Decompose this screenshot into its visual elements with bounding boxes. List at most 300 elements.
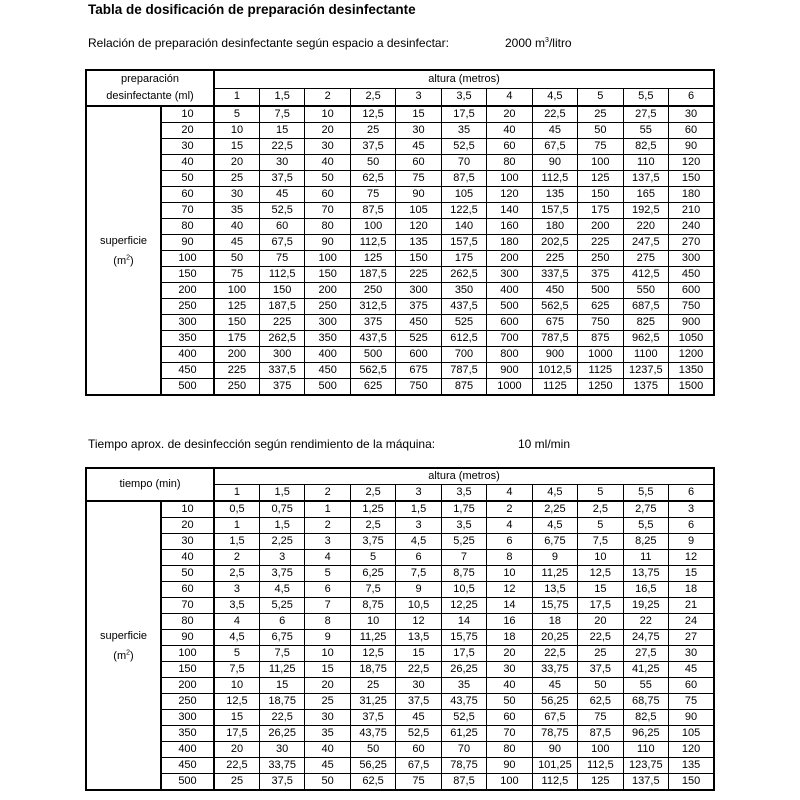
table-cell: 55: [623, 678, 668, 694]
table-row: [86, 678, 714, 694]
table-cell: 15: [396, 646, 441, 662]
table-cell: 10: [578, 550, 623, 566]
height-header: 2,5: [350, 485, 395, 502]
table-cell: 45: [396, 710, 441, 726]
table-cell: 350: [441, 283, 486, 299]
table-cell: 450: [305, 363, 350, 379]
height-header: 2: [305, 88, 350, 106]
table-cell: 200: [214, 347, 259, 363]
table-cell: 30: [396, 678, 441, 694]
table-cell: 900: [669, 315, 714, 331]
height-header: 6: [669, 485, 714, 502]
height-header: 4,5: [532, 485, 577, 502]
table-cell: 187,5: [350, 267, 395, 283]
table-cell: 437,5: [441, 299, 486, 315]
table-cell: 90: [669, 710, 714, 726]
table-cell: 262,5: [259, 331, 304, 347]
table-cell: 75: [669, 694, 714, 710]
unit-text: m: [116, 649, 127, 662]
table-cell: 250: [350, 283, 395, 299]
table-cell: 180: [487, 235, 532, 251]
table-cell: 12,5: [578, 566, 623, 582]
table-cell: 1,5: [259, 518, 304, 534]
table-cell: 45: [532, 678, 577, 694]
table-cell: 70: [487, 726, 532, 742]
table-cell: 225: [259, 315, 304, 331]
table-cell: 55: [623, 123, 668, 139]
table-cell: 22,5: [532, 646, 577, 662]
table-cell: 875: [578, 331, 623, 347]
table-cell: 12: [487, 582, 532, 598]
table-cell: 5,25: [441, 534, 486, 550]
table-cell: 11,25: [350, 630, 395, 646]
table-cell: 60: [487, 710, 532, 726]
table-cell: 110: [623, 742, 668, 758]
table-cell: 6: [259, 614, 304, 630]
height-header: 3: [396, 88, 441, 106]
table-cell: 37,5: [396, 694, 441, 710]
height-header: 5: [578, 485, 623, 502]
altura-header: altura (metros): [214, 70, 714, 88]
surface-value: 350: [161, 726, 214, 742]
table-cell: 90: [487, 758, 532, 774]
table-row: [86, 251, 714, 267]
surface-value: 450: [161, 758, 214, 774]
table-cell: 22: [623, 614, 668, 630]
table-cell: 450: [669, 267, 714, 283]
table-cell: 112,5: [259, 267, 304, 283]
table-cell: 220: [623, 219, 668, 235]
table-cell: 18: [532, 614, 577, 630]
table-cell: 30: [259, 155, 304, 171]
table-cell: 90: [532, 742, 577, 758]
table-cell: 5,25: [259, 598, 304, 614]
table-cell: 550: [623, 283, 668, 299]
table-cell: 900: [532, 347, 577, 363]
table-cell: 375: [350, 315, 395, 331]
table-cell: 31,25: [350, 694, 395, 710]
table-cell: 27,5: [623, 106, 668, 123]
table-cell: 400: [305, 347, 350, 363]
table-cell: 110: [623, 155, 668, 171]
table-cell: 30: [214, 187, 259, 203]
table-cell: 4: [487, 518, 532, 534]
surface-value: 300: [161, 315, 214, 331]
table-cell: 7,5: [214, 662, 259, 678]
table-cell: 11: [623, 550, 668, 566]
table-row: [86, 662, 714, 678]
table-cell: 52,5: [441, 710, 486, 726]
table-cell: 2,5: [350, 518, 395, 534]
table-cell: 120: [487, 187, 532, 203]
table-cell: 15,75: [441, 630, 486, 646]
surface-value: 400: [161, 742, 214, 758]
table-cell: 105: [441, 187, 486, 203]
table-cell: 600: [487, 315, 532, 331]
table-cell: 90: [532, 155, 577, 171]
table-cell: 300: [487, 267, 532, 283]
table-cell: 8: [305, 614, 350, 630]
table-cell: 35: [441, 678, 486, 694]
table-cell: 150: [669, 774, 714, 791]
table-cell: 7: [441, 550, 486, 566]
table-cell: 6: [669, 518, 714, 534]
time-info-label: Tiempo aprox. de desinfección según rendimiento de la máquina:: [88, 437, 436, 451]
table-cell: 900: [487, 363, 532, 379]
time-table: [85, 467, 715, 791]
table-cell: 675: [396, 363, 441, 379]
table-cell: 337,5: [532, 267, 577, 283]
superficie-label: [86, 106, 161, 395]
table-row: [86, 283, 714, 299]
table-cell: 52,5: [259, 203, 304, 219]
table-cell: 35: [305, 726, 350, 742]
table-cell: 19,25: [623, 598, 668, 614]
table-row: [86, 379, 714, 396]
table-cell: 45: [214, 235, 259, 251]
table-cell: 500: [305, 379, 350, 396]
superficie-text: superficie: [99, 629, 148, 642]
table-cell: 30: [487, 662, 532, 678]
table-cell: 75: [350, 187, 395, 203]
table-cell: 450: [532, 283, 577, 299]
table-cell: 1100: [623, 347, 668, 363]
surface-value: 30: [161, 534, 214, 550]
table-cell: 3,5: [214, 598, 259, 614]
table-cell: 700: [487, 331, 532, 347]
table-cell: 4,5: [532, 518, 577, 534]
table-cell: 187,5: [259, 299, 304, 315]
superficie-text: superficie: [99, 234, 148, 247]
table-row: [86, 726, 714, 742]
table-cell: 75: [259, 251, 304, 267]
table-cell: 5,5: [623, 518, 668, 534]
table-cell: 1350: [669, 363, 714, 379]
table-cell: 6: [305, 582, 350, 598]
table-cell: 7,5: [259, 646, 304, 662]
table-row: [86, 155, 714, 171]
table-cell: 135: [669, 758, 714, 774]
table-cell: 6,75: [532, 534, 577, 550]
table-row: [86, 219, 714, 235]
table-cell: 25: [214, 774, 259, 791]
table-cell: 6,75: [259, 630, 304, 646]
table-cell: 312,5: [350, 299, 395, 315]
surface-value: 200: [161, 678, 214, 694]
table-cell: 1: [214, 518, 259, 534]
corner-line-2: desinfectante (ml): [106, 90, 194, 102]
table-cell: 75: [396, 171, 441, 187]
time-info-line: [88, 437, 648, 451]
table-cell: 22,5: [578, 630, 623, 646]
table-row: [86, 534, 714, 550]
table-cell: 67,5: [532, 710, 577, 726]
table-cell: 7,5: [578, 534, 623, 550]
table-cell: 67,5: [396, 758, 441, 774]
table-cell: 225: [532, 251, 577, 267]
table-cell: 13,5: [396, 630, 441, 646]
table-cell: 3,75: [259, 566, 304, 582]
table-cell: 22,5: [259, 139, 304, 155]
table-cell: 56,25: [532, 694, 577, 710]
surface-value: 250: [161, 694, 214, 710]
table-cell: 50: [487, 694, 532, 710]
table-cell: 87,5: [578, 726, 623, 742]
table-cell: 27: [669, 630, 714, 646]
table-cell: 50: [305, 171, 350, 187]
surface-value: 150: [161, 662, 214, 678]
table-cell: 61,25: [441, 726, 486, 742]
table-cell: 687,5: [623, 299, 668, 315]
table-cell: 37,5: [259, 171, 304, 187]
table-row: [86, 171, 714, 187]
table-row: [86, 582, 714, 598]
table-cell: 18: [487, 630, 532, 646]
table-cell: 12,5: [350, 106, 395, 123]
superficie-unit: $(m^2)$: [113, 648, 134, 662]
table-cell: 300: [259, 347, 304, 363]
table-row: [86, 566, 714, 582]
table-cell: 30: [259, 742, 304, 758]
table-cell: 2: [214, 550, 259, 566]
table-cell: 40: [305, 155, 350, 171]
table-row: [86, 299, 714, 315]
table-cell: 20: [214, 155, 259, 171]
table-cell: 1237,5: [623, 363, 668, 379]
table-cell: 50: [305, 774, 350, 791]
table-cell: 3: [305, 534, 350, 550]
height-header: 6: [669, 88, 714, 106]
table-cell: 135: [532, 187, 577, 203]
table-cell: 180: [532, 219, 577, 235]
table-cell: 2,25: [532, 501, 577, 518]
surface-value: 100: [161, 251, 214, 267]
table-cell: 21: [669, 598, 714, 614]
table-cell: 10,5: [441, 582, 486, 598]
corner-label: tiempo (min): [86, 468, 214, 501]
table-cell: 60: [396, 155, 441, 171]
table-cell: 437,5: [350, 331, 395, 347]
surface-value: 60: [161, 582, 214, 598]
table-cell: 43,75: [350, 726, 395, 742]
surface-value: 500: [161, 774, 214, 791]
table-cell: 9: [532, 550, 577, 566]
surface-value: 40: [161, 550, 214, 566]
table-cell: 200: [578, 219, 623, 235]
table-cell: 150: [214, 315, 259, 331]
table-cell: 80: [487, 742, 532, 758]
table-cell: 10: [305, 106, 350, 123]
unit-sup: 2: [126, 648, 131, 656]
table-row: [86, 758, 714, 774]
table-cell: 2,5: [214, 566, 259, 582]
height-header: 1,5: [259, 485, 304, 502]
table-cell: 10: [305, 646, 350, 662]
table-cell: 400: [487, 283, 532, 299]
table-cell: 50: [578, 678, 623, 694]
table-row: [86, 106, 714, 123]
table-cell: 150: [259, 283, 304, 299]
table-cell: 112,5: [578, 758, 623, 774]
table-cell: 1375: [623, 379, 668, 396]
table-cell: 123,75: [623, 758, 668, 774]
table-cell: 160: [487, 219, 532, 235]
table-cell: 8,75: [441, 566, 486, 582]
table-cell: 825: [623, 315, 668, 331]
table-cell: 7,5: [396, 566, 441, 582]
table-cell: 112,5: [532, 171, 577, 187]
table-cell: 12,5: [350, 646, 395, 662]
table-cell: 15: [259, 678, 304, 694]
table-cell: 62,5: [350, 171, 395, 187]
surface-value: 80: [161, 219, 214, 235]
table-cell: 100: [487, 171, 532, 187]
table-cell: 33,75: [532, 662, 577, 678]
table-cell: 750: [396, 379, 441, 396]
table-cell: 500: [487, 299, 532, 315]
table-cell: 30: [305, 139, 350, 155]
surface-value: 50: [161, 171, 214, 187]
table-cell: 180: [669, 187, 714, 203]
table-cell: 8,25: [623, 534, 668, 550]
table-cell: 600: [669, 283, 714, 299]
table-cell: 37,5: [259, 774, 304, 791]
table-cell: 17,5: [441, 646, 486, 662]
table-cell: 150: [396, 251, 441, 267]
table-cell: 52,5: [441, 139, 486, 155]
table-cell: 8: [487, 550, 532, 566]
table-cell: 101,25: [532, 758, 577, 774]
height-header: 5: [578, 88, 623, 106]
table-cell: 140: [487, 203, 532, 219]
table-cell: 270: [669, 235, 714, 251]
table-cell: 4: [305, 550, 350, 566]
table-cell: 13,75: [623, 566, 668, 582]
table-cell: 375: [578, 267, 623, 283]
table-cell: 7: [305, 598, 350, 614]
table-cell: 375: [259, 379, 304, 396]
table-cell: 140: [441, 219, 486, 235]
table-cell: 3,5: [441, 518, 486, 534]
table-cell: 82,5: [623, 139, 668, 155]
table-cell: 9: [669, 534, 714, 550]
table-cell: 100: [578, 155, 623, 171]
table-cell: 45: [396, 139, 441, 155]
table-cell: 8,75: [350, 598, 395, 614]
page-title: Tabla de dosificación de preparación desinfectante: [88, 2, 416, 17]
table-cell: 26,25: [441, 662, 486, 678]
table-cell: 25: [214, 171, 259, 187]
surface-value: 150: [161, 267, 214, 283]
table-cell: 60: [487, 139, 532, 155]
table-row: [86, 267, 714, 283]
table-cell: 375: [396, 299, 441, 315]
table-cell: 80: [305, 219, 350, 235]
table-cell: 20: [214, 742, 259, 758]
table-cell: 525: [441, 315, 486, 331]
table-cell: 50: [350, 742, 395, 758]
table-cell: 56,25: [350, 758, 395, 774]
table-cell: 0,5: [214, 501, 259, 518]
table-cell: 2,25: [259, 534, 304, 550]
table-cell: 135: [396, 235, 441, 251]
time-info-value: 10 ml/min: [518, 437, 571, 451]
table-cell: 25: [305, 694, 350, 710]
table-cell: 175: [578, 203, 623, 219]
table-cell: 5: [578, 518, 623, 534]
table-cell: 30: [396, 123, 441, 139]
table-cell: 120: [669, 155, 714, 171]
table-cell: 25: [350, 678, 395, 694]
table-cell: 10,5: [396, 598, 441, 614]
corner-label: [86, 70, 214, 106]
table-cell: 6: [487, 534, 532, 550]
table-cell: 15: [214, 139, 259, 155]
height-header: 5,5: [623, 88, 668, 106]
table-cell: 200: [305, 283, 350, 299]
table-row: [86, 614, 714, 630]
table-cell: 112,5: [350, 235, 395, 251]
table-cell: 20,25: [532, 630, 577, 646]
table-cell: 562,5: [350, 363, 395, 379]
table-cell: 40: [214, 219, 259, 235]
table-cell: 25: [578, 646, 623, 662]
table-cell: 40: [305, 742, 350, 758]
table-cell: 4,5: [259, 582, 304, 598]
table-cell: 37,5: [350, 139, 395, 155]
table-cell: 50: [214, 251, 259, 267]
table-row: [86, 518, 714, 534]
table-cell: 5: [214, 646, 259, 662]
unit-text: m: [116, 254, 127, 267]
table-cell: 625: [350, 379, 395, 396]
table-cell: 27,5: [623, 646, 668, 662]
table-cell: 5: [214, 106, 259, 123]
table-cell: 122,5: [441, 203, 486, 219]
height-header: 1: [214, 485, 259, 502]
table-cell: 50: [578, 123, 623, 139]
table-row: [86, 187, 714, 203]
superficie-unit: $(m^2)$: [113, 253, 134, 267]
table-cell: 60: [396, 742, 441, 758]
table-cell: 125: [350, 251, 395, 267]
height-header: 2,5: [350, 88, 395, 106]
table-cell: 12: [396, 614, 441, 630]
table-cell: 1,5: [214, 534, 259, 550]
surface-value: 70: [161, 598, 214, 614]
table-cell: 17,5: [214, 726, 259, 742]
table-cell: 100: [350, 219, 395, 235]
table-cell: 33,75: [259, 758, 304, 774]
height-header: 2: [305, 485, 350, 502]
surface-value: 450: [161, 363, 214, 379]
table-cell: 3: [214, 582, 259, 598]
table-cell: 675: [532, 315, 577, 331]
table-cell: 12,25: [441, 598, 486, 614]
table-cell: 12: [669, 550, 714, 566]
table-cell: 875: [441, 379, 486, 396]
table-row: [86, 646, 714, 662]
table-row: [86, 694, 714, 710]
table-cell: 40: [487, 123, 532, 139]
table-cell: 1,5: [396, 501, 441, 518]
table-cell: 1012,5: [532, 363, 577, 379]
table-cell: 68,75: [623, 694, 668, 710]
table-cell: 300: [396, 283, 441, 299]
table-cell: 750: [578, 315, 623, 331]
table-cell: 112,5: [532, 774, 577, 791]
table-row: [86, 331, 714, 347]
